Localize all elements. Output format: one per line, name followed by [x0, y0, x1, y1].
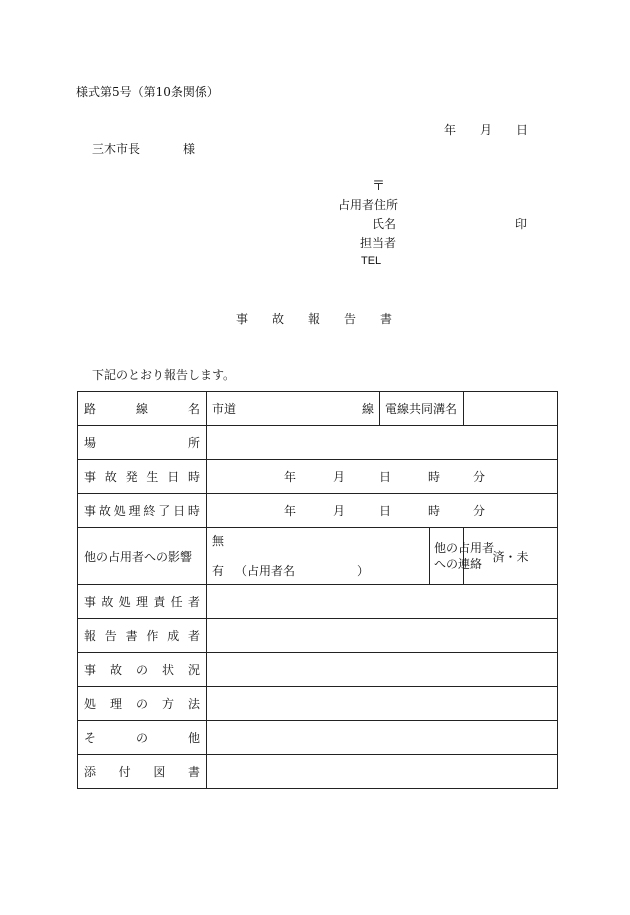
duct-name-label: 電線共同溝名 [380, 392, 464, 426]
route-name-field[interactable] [207, 392, 380, 426]
contact-person-label: 担当者 [360, 236, 397, 250]
unit-month: 月 [333, 470, 346, 484]
attachments-field[interactable] [207, 755, 558, 789]
row-label-completion: 事 故 処 理 終 了 日 時 [78, 494, 207, 528]
unit-minute: 分 [473, 470, 486, 484]
unit-day: 日 [379, 504, 392, 518]
document-title [236, 313, 392, 325]
duct-name-field[interactable] [464, 392, 558, 426]
report-table [77, 391, 558, 789]
location-field[interactable] [207, 426, 558, 460]
date-year-label: 年 [444, 123, 457, 137]
table-row [78, 619, 558, 653]
row-label-other: そ の 他 [78, 721, 207, 755]
responsible-field[interactable] [207, 585, 558, 619]
unit-day: 日 [379, 470, 392, 484]
influence-none: 無 [212, 534, 225, 548]
date-day-label: 日 [516, 123, 529, 137]
situation-field[interactable] [207, 653, 558, 687]
unit-hour: 時 [428, 470, 441, 484]
row-label-author: 報 告 書 作 成 者 [78, 619, 207, 653]
seal-label: 印 [515, 217, 528, 231]
table-row [78, 721, 558, 755]
row-label-influence: 他の占用者への影響 [78, 528, 207, 585]
tel-label: TEL [361, 255, 382, 267]
applicant-address-label: 占用者住所 [338, 198, 399, 212]
title-char: 故 [271, 312, 284, 326]
contact-other-label: 他 の 占 用 者 へ の 連 絡 [430, 528, 464, 585]
title-char: 告 [343, 312, 356, 326]
occupant-name-open: （占用者名 [235, 564, 296, 578]
influence-yes: 有 [212, 564, 225, 578]
postal-mark: 〒 [372, 179, 386, 194]
title-char: 報 [307, 312, 320, 326]
table-row [78, 528, 558, 585]
unit-year: 年 [284, 504, 297, 518]
addressee-name: 三木市長 [92, 142, 141, 156]
addressee-honorific: 様 [183, 142, 196, 156]
title-char: 事 [236, 312, 249, 326]
occupant-name-close: ） [357, 564, 370, 578]
completion-datetime-field[interactable] [207, 494, 558, 528]
unit-month: 月 [333, 504, 346, 518]
date-month-label: 月 [480, 123, 493, 137]
unit-minute: 分 [473, 504, 486, 518]
row-label-attachments: 添 付 図 書 [78, 755, 207, 789]
row-label-method: 処 理 の 方 法 [78, 687, 207, 721]
author-field[interactable] [207, 619, 558, 653]
table-row [78, 392, 558, 426]
method-field[interactable] [207, 687, 558, 721]
table-row [78, 585, 558, 619]
influence-field[interactable] [207, 528, 430, 585]
table-row [78, 653, 558, 687]
table-row [78, 460, 558, 494]
table-row [78, 426, 558, 460]
row-label-occurrence: 事 故 発 生 日 時 [78, 460, 207, 494]
intro-text: 下記のとおり報告します。 [92, 368, 236, 382]
route-suffix: 線 [361, 402, 374, 416]
other-field[interactable] [207, 721, 558, 755]
row-label-location: 場 所 [78, 426, 207, 460]
unit-year: 年 [284, 470, 297, 484]
row-label-situation: 事 故 の 状 況 [78, 653, 207, 687]
contact-status: 済・未 [492, 549, 529, 564]
applicant-name-label: 氏名 [372, 217, 397, 231]
form-number: 様式第5号（第10条関係） [76, 85, 219, 99]
table-row [78, 687, 558, 721]
row-label-responsible: 事 故 処 理 責 任 者 [78, 585, 207, 619]
title-char: 書 [379, 312, 392, 326]
table-row [78, 494, 558, 528]
row-label-route: 路 線 名 [78, 392, 207, 426]
occurrence-datetime-field[interactable] [207, 460, 558, 494]
unit-hour: 時 [428, 504, 441, 518]
route-prefix: 市道 [212, 402, 237, 416]
table-row [78, 755, 558, 789]
